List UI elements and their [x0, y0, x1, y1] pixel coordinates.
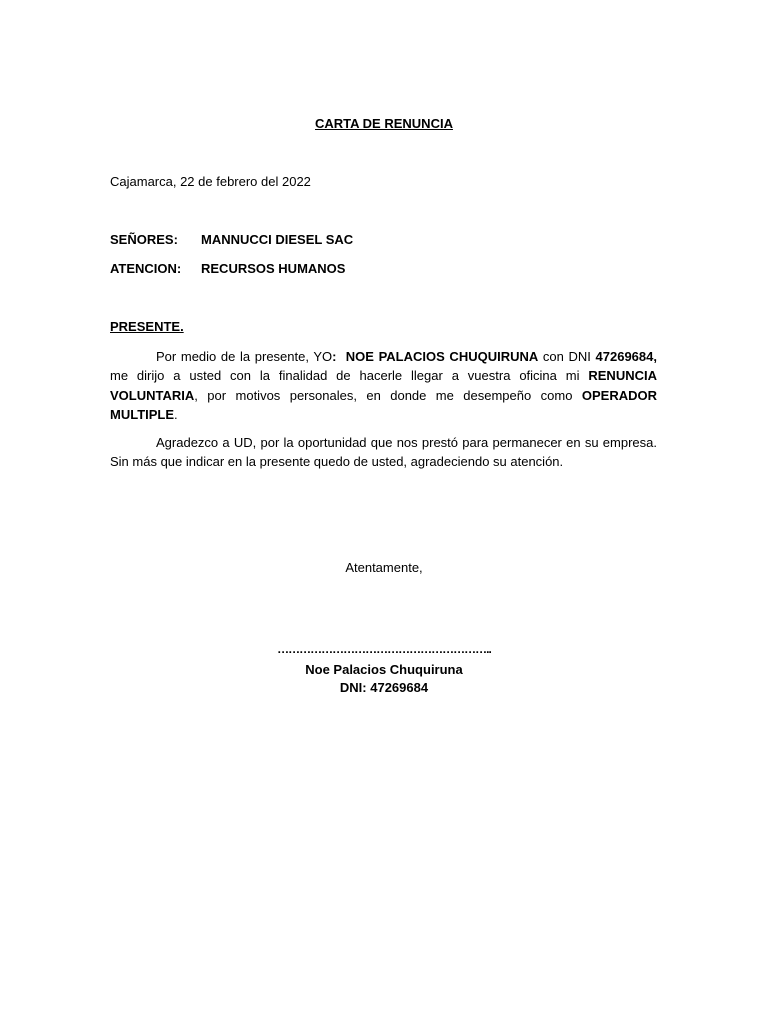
p1-space [337, 349, 346, 364]
job-position: OPERADOR MULTIPLE [110, 387, 657, 422]
presente-heading: PRESENTE. [110, 319, 184, 334]
senores-value: MANNUCCI DIESEL SAC [201, 232, 354, 247]
employee-name: NOE PALACIOS CHUQUIRUNA [345, 349, 539, 364]
senores-label: SEÑORES: [110, 232, 178, 247]
atencion-label: ATENCION: [110, 261, 182, 276]
atencion-value: RECURSOS HUMANOS [201, 261, 346, 276]
date-line: Cajamarca, 22 de febrero del 2022 [110, 174, 311, 189]
p1-text-4: , por motivos personales, en donde me desempeño como [194, 387, 582, 403]
p1-text-5: . [174, 406, 178, 422]
signature-dni: DNI: 47269684 [339, 680, 429, 695]
signature-line: ………………………………………………….. [277, 642, 491, 656]
recipient-senores [110, 232, 353, 247]
p1-colon: : [332, 349, 337, 364]
body-paragraph-1 [110, 347, 657, 424]
renuncia-voluntaria: RENUNCIA VOLUNTARIA [110, 368, 657, 403]
employee-dni: 47269684, [595, 349, 657, 364]
p1-text-2: con DNI [538, 349, 596, 364]
body-paragraph-2: Agradezco a UD, por la oportunidad que nos prestó para permanecer en su empresa. Sin más que indicar en la presente quedo de usted, agradeciendo su atención. [110, 435, 657, 470]
document-title: CARTA DE RENUNCIA [315, 116, 453, 131]
closing-line: Atentamente, [345, 560, 423, 575]
recipient-atencion [110, 261, 345, 276]
p1-text-1: Por medio de la presente, YO [156, 349, 333, 364]
p1-text-3: me dirijo a usted con la finalidad de hacerle llegar a vuestra oficina mi [110, 368, 589, 384]
signature-name: Noe Palacios Chuquiruna [305, 662, 463, 677]
